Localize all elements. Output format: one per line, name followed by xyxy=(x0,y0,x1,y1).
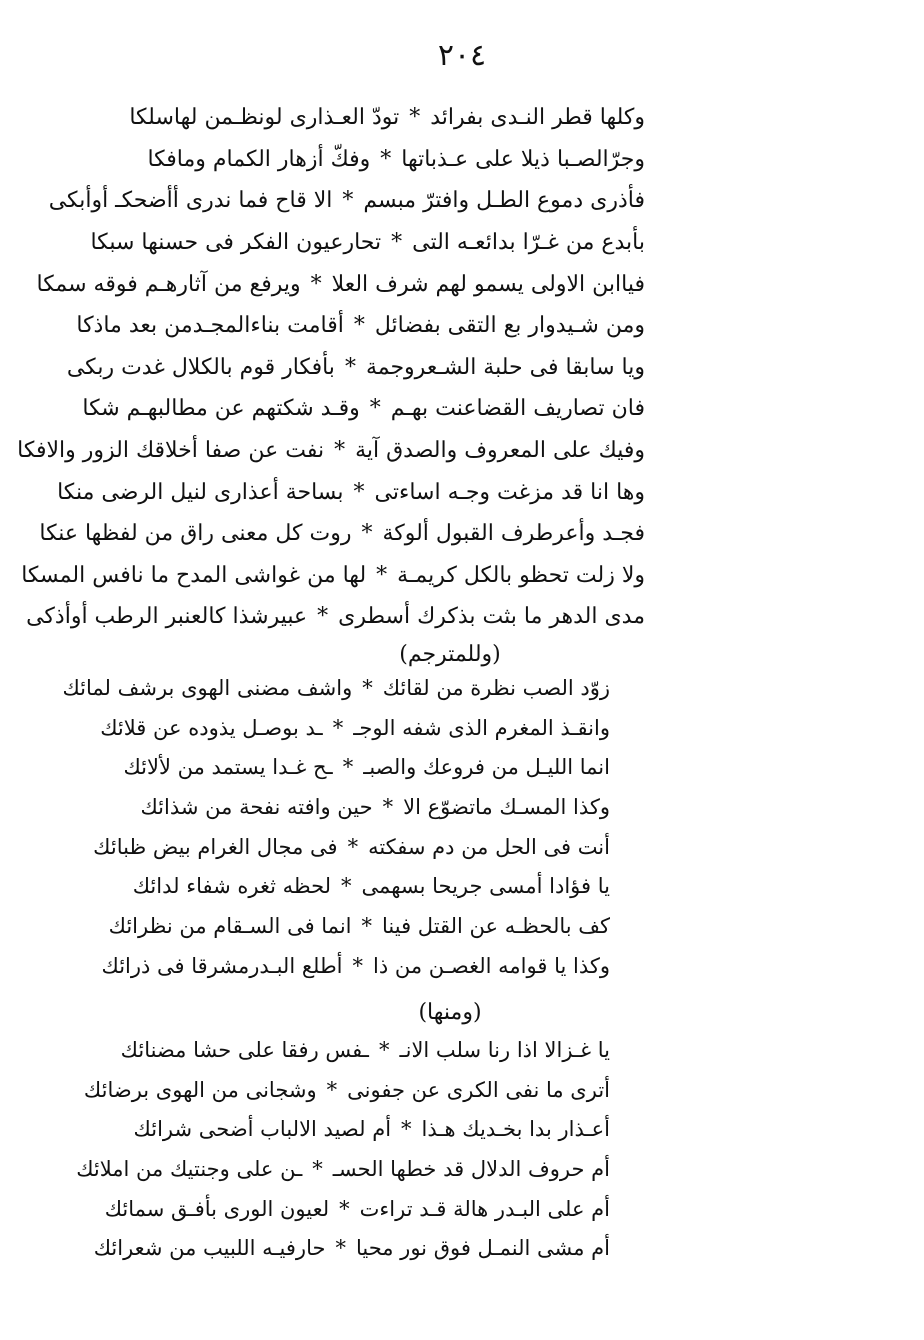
hemistich-separator: * xyxy=(382,794,394,819)
verse-first-hemistich: انما الليـل من فروعك والصبـ xyxy=(363,755,610,780)
poem-block-2 xyxy=(62,668,610,986)
verse-first-hemistich: وكذا يا قوامه الغصـن من ذا xyxy=(373,953,610,978)
verse-second-hemistich: وقـد شكتهم عن مطالبهـم شكا xyxy=(82,396,360,422)
verse-second-hemistich: حين وافته نفحة من شذائك xyxy=(140,794,373,819)
hemistich-separator: * xyxy=(369,396,381,422)
section-heading-from-it: (ومنها) xyxy=(418,999,482,1025)
verse-second-hemistich: ـح غـدا يستمد من لألائك xyxy=(123,755,333,780)
verse-line xyxy=(100,787,610,827)
verse-second-hemistich: بساحة أعذارى لنيل الرضى منكا xyxy=(57,479,344,505)
verse-first-hemistich: أعـذار بدا بخـديك هـذا xyxy=(421,1117,610,1142)
verse-first-hemistich: وها انا قد مزغت وجـه اساءتى xyxy=(374,479,645,505)
verse-second-hemistich: لعيون الورى بأفـق سمائك xyxy=(104,1196,330,1221)
verse-second-hemistich: نفت عن صفا أخلاقك الزور والافكا xyxy=(17,438,325,464)
hemistich-separator: * xyxy=(353,479,365,505)
hemistich-separator: * xyxy=(376,562,388,588)
verse-first-hemistich: وجرّالصـبا ذيلا على عـذباتها xyxy=(401,146,645,172)
verse-line xyxy=(93,827,610,867)
hemistich-separator: * xyxy=(344,354,356,380)
verse-second-hemistich: ـد بوصـل يذوده عن قلائك xyxy=(100,715,323,740)
verse-first-hemistich: ويا سابقا فى حلبة الشـعروجمة xyxy=(365,354,645,380)
verse-line xyxy=(100,708,610,748)
verse-second-hemistich: بأفكار قوم بالكلال غدت ربكى xyxy=(66,354,335,380)
verse-first-hemistich: مدى الدهر ما بثت بذكرك أسطرى xyxy=(338,604,645,630)
hemistich-separator: * xyxy=(317,604,329,630)
verse-first-hemistich: يا غـزالا اذا رنا سلب الانـ xyxy=(399,1037,610,1062)
verse-second-hemistich: ـفس رفقا على حشا مضنائك xyxy=(120,1037,369,1062)
verse-line xyxy=(85,222,645,264)
hemistich-separator: * xyxy=(361,913,372,938)
verse-first-hemistich: ومن شـيدوار بع التقى بفضائل xyxy=(374,313,645,339)
verse-line xyxy=(82,388,645,430)
verse-line xyxy=(83,1070,610,1110)
verse-line xyxy=(100,1109,610,1149)
verse-second-hemistich: لحظه ثغره شفاء لدائك xyxy=(132,874,332,899)
verse-first-hemistich: أترى ما نفى الكرى عن جفونى xyxy=(347,1077,610,1102)
verse-line xyxy=(93,1228,610,1268)
verse-second-hemistich: انما فى السـقام من نظرائك xyxy=(108,913,352,938)
verse-second-hemistich: ـن على وجنتيك من املائك xyxy=(76,1156,303,1181)
verse-line xyxy=(36,263,645,305)
verse-first-hemistich: أنت فى الحل من دم سفكته xyxy=(368,834,610,859)
verse-line xyxy=(39,513,645,555)
verse-second-hemistich: أقامت بناءالمجـدمن بعد ماذكا xyxy=(76,313,344,339)
hemistich-separator: * xyxy=(401,1117,412,1142)
hemistich-separator: * xyxy=(339,1196,350,1221)
hemistich-separator: * xyxy=(409,105,421,131)
verse-second-hemistich: وفكّ أزهار الكمام ومافكا xyxy=(147,146,371,172)
verse-line xyxy=(100,946,610,986)
verse-line xyxy=(21,555,645,597)
verse-line xyxy=(48,180,645,222)
verse-first-hemistich: فياابن الاولى يسمو لهم شرف العلا xyxy=(331,271,645,297)
verse-second-hemistich: وشجانى من الهوى برضائك xyxy=(83,1077,317,1102)
verse-line xyxy=(100,1189,610,1229)
verse-line xyxy=(76,1149,610,1189)
hemistich-separator: * xyxy=(335,1236,346,1261)
verse-line xyxy=(76,305,645,347)
verse-first-hemistich: بأبدع من غـرّا بدائعـه التى xyxy=(412,230,645,256)
verse-second-hemistich: واشف مضنى الهوى برشف لمائك xyxy=(62,675,353,700)
poem-block-1 xyxy=(17,97,645,638)
verse-second-hemistich: فى مجال الغرام بيض ظبائك xyxy=(93,834,338,859)
hemistich-separator: * xyxy=(361,521,373,547)
verse-first-hemistich: فأذرى دموع الطـل وافترّ مبسم xyxy=(363,188,645,214)
verse-line xyxy=(62,668,610,708)
verse-line xyxy=(85,97,645,139)
verse-line xyxy=(85,139,645,181)
verse-second-hemistich: لها من غواشى المدح ما نافس المسكا xyxy=(21,562,367,588)
verse-line xyxy=(66,347,645,389)
hemistich-separator: * xyxy=(378,1037,390,1062)
verse-line xyxy=(57,471,645,513)
hemistich-separator: * xyxy=(347,834,359,859)
verse-first-hemistich: كف بالحظـه عن القتل فينا xyxy=(382,913,610,938)
hemistich-separator: * xyxy=(391,230,403,256)
verse-first-hemistich: أم على البـدر هالة قـد تراءت xyxy=(359,1196,610,1221)
hemistich-separator: * xyxy=(352,953,364,978)
verse-first-hemistich: وفيك على المعروف والصدق آية xyxy=(355,438,645,464)
verse-line xyxy=(17,430,645,472)
hemistich-separator: * xyxy=(341,874,352,899)
verse-line xyxy=(100,866,610,906)
hemistich-separator: * xyxy=(362,675,373,700)
hemistich-separator: * xyxy=(332,715,344,740)
verse-first-hemistich: وانقـذ المغرم الذى شفه الوجـ xyxy=(353,715,610,740)
verse-line xyxy=(100,747,610,787)
hemistich-separator: * xyxy=(342,188,354,214)
poem-block-3 xyxy=(76,1030,610,1268)
verse-first-hemistich: وكذا المسـك ماتضوّع الا xyxy=(403,794,610,819)
verse-second-hemistich: أطلع البـدرمشرقا فى ذرائك xyxy=(101,953,343,978)
verse-first-hemistich: وكلها قطر النـدى بفرائد xyxy=(430,105,645,131)
page-number: ٢٠٤ xyxy=(437,38,487,73)
verse-second-hemistich: أم لصيد الالباب أضحى شرائك xyxy=(133,1117,392,1142)
verse-first-hemistich: فان تصاريف القضاعنت بهـم xyxy=(390,396,645,422)
hemistich-separator: * xyxy=(326,1077,338,1102)
verse-line xyxy=(100,906,610,946)
verse-line xyxy=(100,1030,610,1070)
verse-first-hemistich: فجـد وأعرطرف القبول ألوكة xyxy=(382,521,645,547)
verse-second-hemistich: عبيرشذا كالعنبر الرطب أوأذكى xyxy=(26,604,308,630)
hemistich-separator: * xyxy=(334,438,346,464)
hemistich-separator: * xyxy=(310,271,322,297)
section-heading-translator: (وللمترجم) xyxy=(399,641,501,667)
verse-line xyxy=(26,596,645,638)
verse-second-hemistich: حارفيـه اللبيب من شعرائك xyxy=(93,1236,326,1261)
verse-second-hemistich: ويرفع من آثارهـم فوقه سمكا xyxy=(36,271,301,297)
hemistich-separator: * xyxy=(342,755,354,780)
verse-first-hemistich: يا فؤادا أمسى جريحا بسهمى xyxy=(361,874,610,899)
verse-first-hemistich: أم حروف الدلال قد خطها الحسـ xyxy=(332,1156,610,1181)
hemistich-separator: * xyxy=(312,1156,323,1181)
verse-second-hemistich: تحارعيون الفكر فى حسنها سبكا xyxy=(90,230,382,256)
verse-first-hemistich: أم مشى النمـل فوق نور محيا xyxy=(355,1236,610,1261)
hemistich-separator: * xyxy=(380,146,392,172)
verse-second-hemistich: الا قاح فما ندرى أأضحكـ أوأبكى xyxy=(48,188,333,214)
verse-first-hemistich: ولا زلت تحظو بالكل كريمـة xyxy=(397,562,645,588)
hemistich-separator: * xyxy=(353,313,365,339)
verse-second-hemistich: روت كل معنى راق من لفظها عنكا xyxy=(39,521,352,547)
verse-first-hemistich: زوّد الصب نظرة من لقائك xyxy=(382,675,610,700)
verse-second-hemistich: تودّ العـذارى لونظـمن لهاسلكا xyxy=(129,105,400,131)
